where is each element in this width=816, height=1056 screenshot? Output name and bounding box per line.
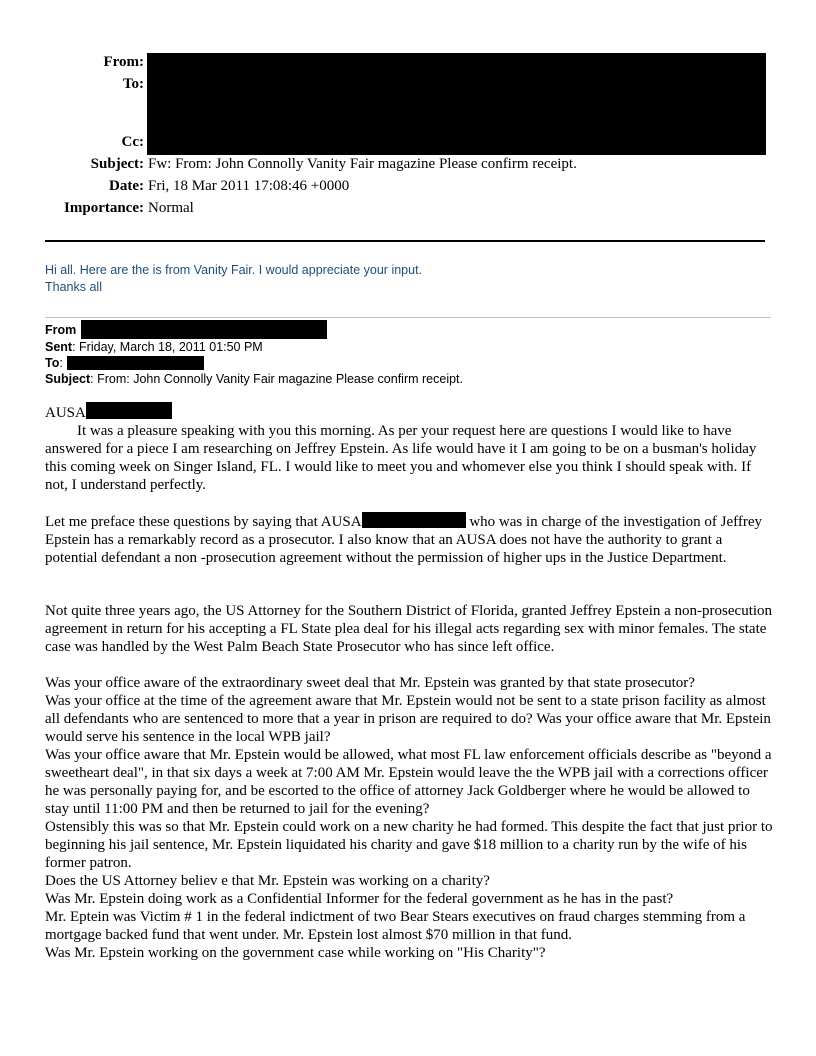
- forwarded-to-redaction: [67, 356, 204, 370]
- importance-value: Normal: [148, 200, 194, 216]
- importance-label: Importance:: [64, 200, 144, 216]
- forwarded-to-sep: :: [59, 356, 63, 370]
- cc-label: Cc:: [121, 134, 144, 150]
- forwarded-subject-line: [45, 371, 463, 387]
- from-label: From:: [103, 54, 144, 70]
- question-2: Was your office at the time of the agreement aware that Mr. Epstein would not be sent to a state prison facility as almost all defendants who are sentenced to more that a year in prison are required to do? Was your office aware that Mr. Epstein would serve his sentence in the local WPB jail?: [45, 693, 771, 745]
- intro-line-1: Hi all. Here are the is from Vanity Fair. I would appreciate your input.: [45, 263, 423, 277]
- question-6: Was Mr. Epstein doing work as a Confidential Informer for the federal government as he has in the past?: [45, 891, 674, 907]
- date-label: Date:: [109, 178, 144, 194]
- forwarded-to-line: [45, 355, 63, 371]
- salutation-redaction: [86, 402, 172, 419]
- paragraph-2: [45, 512, 775, 567]
- question-7: Mr. Eptein was Victim # 1 in the federal indictment of two Bear Stears executives on fraud charges stemming from a mortgage backed fund that went under. Mr. Epstein lost almost $70 million in that fund.: [45, 909, 746, 943]
- to-label: To:: [122, 76, 144, 92]
- salutation-text: AUSA: [45, 405, 86, 421]
- paragraph-1: It was a pleasure speaking with you this morning. As per your request here are questions I would like to have answered for a piece I am researching on Jeffrey Epstein. As life would have it I am going to be on a busman's holiday this coming week on Singer Island, FL. I would like to meet you and whomever else you think I should speak with. If not, I understand perfectly.: [45, 423, 757, 493]
- forwarded-from-redaction: [81, 320, 327, 339]
- paragraph-3: Not quite three years ago, the US Attorney for the Southern District of Florida, granted Jeffrey Epstein a non-prosecution agreement in return for his accepting a FL State plea deal for his illegal acts regarding sex with minor females. The state case was handled by the West Palm Beach State Prosecutor who has since left office.: [45, 603, 773, 655]
- intro-line-2: Thanks all: [45, 280, 102, 294]
- paragraph-2-end: who was in charge of the investigation of Jeffrey Epstein has a remarkably record as a prosecutor. I also know that an AUSA does not have the authority to grant a potential defendant a non -prosecution agreement without the permission of higher ups in the Justice Department.: [45, 514, 763, 566]
- header-redaction: [147, 53, 766, 155]
- forwarded-from-line: [45, 322, 76, 338]
- intro-note: [45, 262, 422, 296]
- forwarded-sent-label: Sent: [45, 340, 73, 354]
- questions-block: [45, 674, 775, 962]
- paragraph-2-redaction: [362, 512, 466, 528]
- header-divider: [45, 240, 765, 242]
- forwarded-subject-value: : From: John Connolly Vanity Fair magazine Please confirm receipt.: [90, 372, 463, 386]
- forwarded-sent-value: : Friday, March 18, 2011 01:50 PM: [72, 340, 263, 354]
- question-4: Ostensibly this was so that Mr. Epstein could work on a new charity he had formed. This despite the fact that just prior to beginning his jail sentence, Mr. Epstein liquidated his charity and gave $18 million to a charity run by the wife of his former patron.: [45, 819, 773, 871]
- date-value: Fri, 18 Mar 2011 17:08:46 +0000: [148, 178, 350, 194]
- question-1: Was your office aware of the extraordinary sweet deal that Mr. Epstein was granted by that state prosecutor?: [45, 675, 695, 691]
- forwarded-sent-line: [45, 339, 263, 355]
- subject-value: Fw: From: John Connolly Vanity Fair magazine Please confirm receipt.: [148, 156, 577, 172]
- subject-label: Subject:: [90, 156, 144, 172]
- question-5: Does the US Attorney believ e that Mr. Epstein was working on a charity?: [45, 873, 490, 889]
- forward-divider: [45, 317, 771, 318]
- question-8: Was Mr. Epstein working on the government case while working on "His Charity"?: [45, 945, 546, 961]
- forwarded-from-label: From: [45, 323, 77, 337]
- paragraph-2-start: Let me preface these questions by saying that AUSA: [45, 514, 362, 530]
- forwarded-to-label: To: [45, 356, 60, 370]
- question-3: Was your office aware that Mr. Epstein would be allowed, what most FL law enforcement officials describe as "beyond a sweetheart deal", in that six days a week at 7:00 AM Mr. Epstein would leave the the WPB jail with a corrections officer he was personally paying for, and be escorted to the office of attorney Jack Goldberger where he would be allowed to stay until 11:00 PM and then be returned to jail for the evening?: [45, 747, 772, 817]
- forwarded-subject-label: Subject: [45, 372, 91, 386]
